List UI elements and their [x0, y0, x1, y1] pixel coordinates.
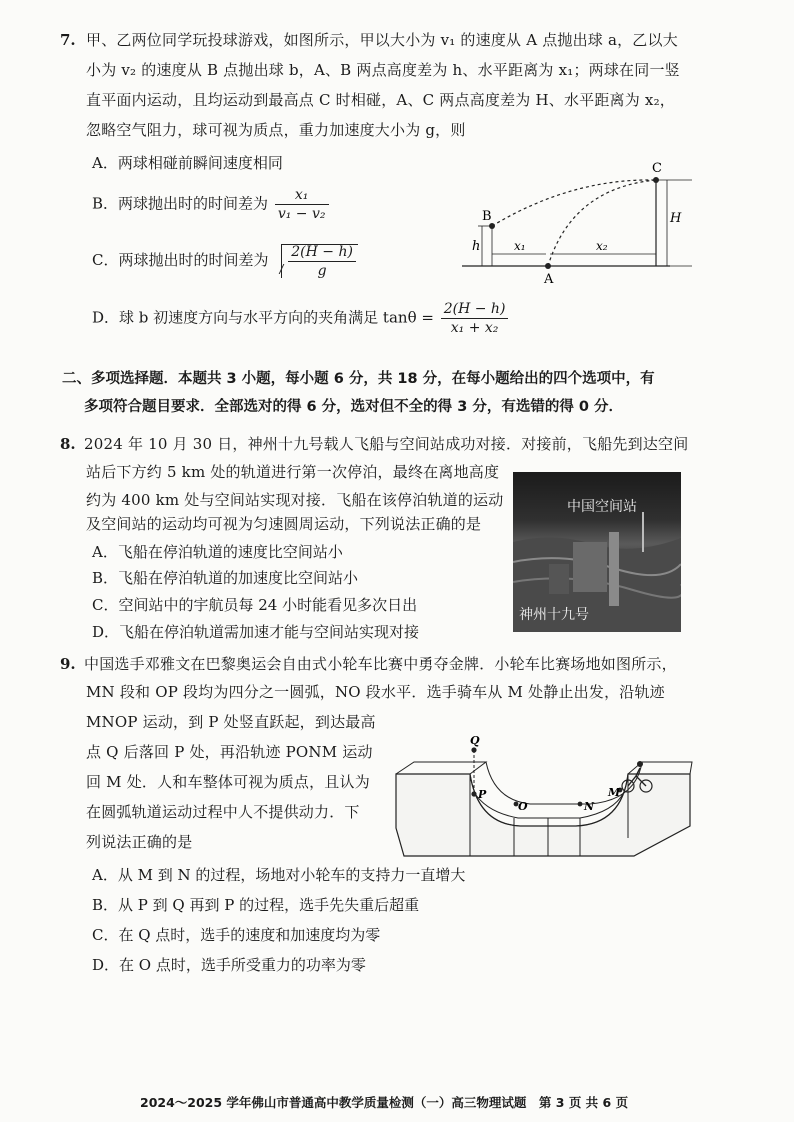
q7-line-3: 直平面内运动，且均运动到最高点 C 时相碰，A、C 两点高度差为 H、水平距离为 x₂， [86, 91, 675, 109]
q8-line-2: 站后下方约 5 km 处的轨道进行第一次停泊，最终在离地高度 [86, 463, 500, 481]
q7-option-b [92, 188, 331, 221]
q9-option-b: B．从 P 到 Q 再到 P 的过程，选手先失重后超重 [92, 896, 420, 914]
q7-option-d-fraction [441, 302, 509, 335]
photo-label-space-station: 中国空间站 [567, 499, 637, 515]
q7-option-b-numerator: x₁ [275, 188, 329, 205]
q8-line-1: 2024 年 10 月 30 日，神州十九号载人飞船与空间站成功对接．对接前，飞船先到达空间 [84, 435, 689, 453]
q7-option-c-text: C．两球抛出时的时间差为 [92, 251, 269, 269]
q7-option-b-text: B．两球抛出时的时间差为 [92, 194, 269, 213]
q7-line-4: 忽略空气阻力，球可视为质点，重力加速度大小为 g，则 [86, 121, 466, 139]
q9-line-7: 列说法正确的是 [86, 833, 193, 851]
q7-line-2: 小为 v₂ 的速度从 B 点抛出球 b，A、B 两点高度差为 h、水平距离为 x₁；两球在同一竖 [86, 61, 680, 79]
q9-label-m: M [608, 786, 621, 799]
q7-label-x2: x₂ [596, 239, 608, 253]
q7-option-b-denominator: v₁ − v₂ [277, 206, 326, 222]
q7-option-c-fraction [288, 245, 356, 278]
q8-option-d: D．飞船在停泊轨道需加速才能与空间站实现对接 [92, 623, 420, 641]
q7-option-c [92, 244, 358, 278]
q7-label-x1: x₁ [514, 239, 526, 253]
q9-label-n: N [584, 800, 595, 813]
q8-option-a: A．飞船在停泊轨道的速度比空间站小 [92, 543, 343, 561]
q9-line-5: 回 M 处．人和车整体可视为质点，且认为 [86, 773, 370, 791]
q7-label-a: A [544, 272, 554, 286]
q7-option-b-fraction [275, 188, 329, 221]
q7-label-b: B [482, 209, 492, 224]
q7-trajectory-diagram [462, 158, 692, 286]
section-2-line-1: 二、多项选择题．本题共 3 小题，每小题 6 分，共 18 分，在每小题给出的四个选项中，有 [62, 371, 655, 387]
space-station-photo [513, 472, 681, 632]
q9-label-q: Q [470, 734, 480, 747]
q9-option-c: C．在 Q 点时，选手的速度和加速度均为零 [92, 926, 381, 944]
q7-option-c-numerator: 2(H − h) [288, 245, 356, 262]
q8-line-3: 约为 400 km 处与空间站实现对接．飞船在该停泊轨道的运动 [86, 491, 504, 509]
q7-option-d-numerator: 2(H − h) [441, 302, 509, 319]
q7-label-h: h [472, 239, 481, 254]
q7-number: 7. [60, 31, 76, 49]
q7-option-c-sqrt [281, 244, 358, 278]
q9-line-1: 中国选手邓雅文在巴黎奥运会自由式小轮车比赛中勇夺金牌．小轮车比赛场地如图所示， [84, 655, 677, 673]
q9-line-3: MNOP 运动，到 P 处竖直跃起，到达最高 [86, 713, 376, 731]
q7-option-c-denominator: g [317, 263, 327, 279]
section-2-line-2: 多项符合题目要求．全部选对的得 6 分，选对但不全的得 3 分，有选错的得 0 分． [84, 399, 624, 415]
q9-number: 9. [60, 655, 76, 673]
photo-label-shenzhou: 神州十九号 [519, 607, 589, 623]
q7-option-d-denominator: x₁ + x₂ [450, 320, 499, 336]
q7-label-H: H [670, 211, 682, 226]
q9-line-2: MN 段和 OP 段均为四分之一圆弧，NO 段水平．选手骑车从 M 处静止出发，沿轨迹 [86, 683, 665, 701]
q7-label-c: C [652, 161, 662, 176]
q8-line-4: 及空间站的运动均可视为匀速圆周运动，下列说法正确的是 [86, 515, 482, 533]
q8-option-b: B．飞船在停泊轨道的加速度比空间站小 [92, 569, 359, 587]
q8-option-c: C．空间站中的宇航员每 24 小时能看见多次日出 [92, 596, 418, 614]
q9-label-o: O [518, 800, 528, 813]
q9-label-p: P [478, 788, 487, 801]
q7-option-a: A．两球相碰前瞬间速度相同 [92, 154, 283, 172]
q9-line-6: 在圆弧轨道运动过程中人不提供动力．下 [86, 803, 360, 821]
q7-line-1: 甲、乙两位同学玩投球游戏，如图所示，甲以大小为 v₁ 的速度从 A 点抛出球 a，乙以大 [86, 31, 678, 49]
q9-line-4: 点 Q 后落回 P 处，再沿轨迹 PONM 运动 [86, 743, 373, 761]
q7-option-d [92, 302, 510, 335]
q9-track-diagram [390, 728, 696, 864]
q8-number: 8. [60, 435, 76, 453]
q7-option-d-text: D．球 b 初速度方向与水平方向的夹角满足 tanθ = [92, 308, 434, 327]
q9-option-d: D．在 O 点时，选手所受重力的功率为零 [92, 956, 366, 974]
q9-option-a: A．从 M 到 N 的过程，场地对小轮车的支持力一直增大 [92, 866, 466, 884]
page-footer: 2024～2025 学年佛山市普通高中教学质量检测（一）高三物理试题 第 3 页 共 6 页 [140, 1095, 629, 1110]
